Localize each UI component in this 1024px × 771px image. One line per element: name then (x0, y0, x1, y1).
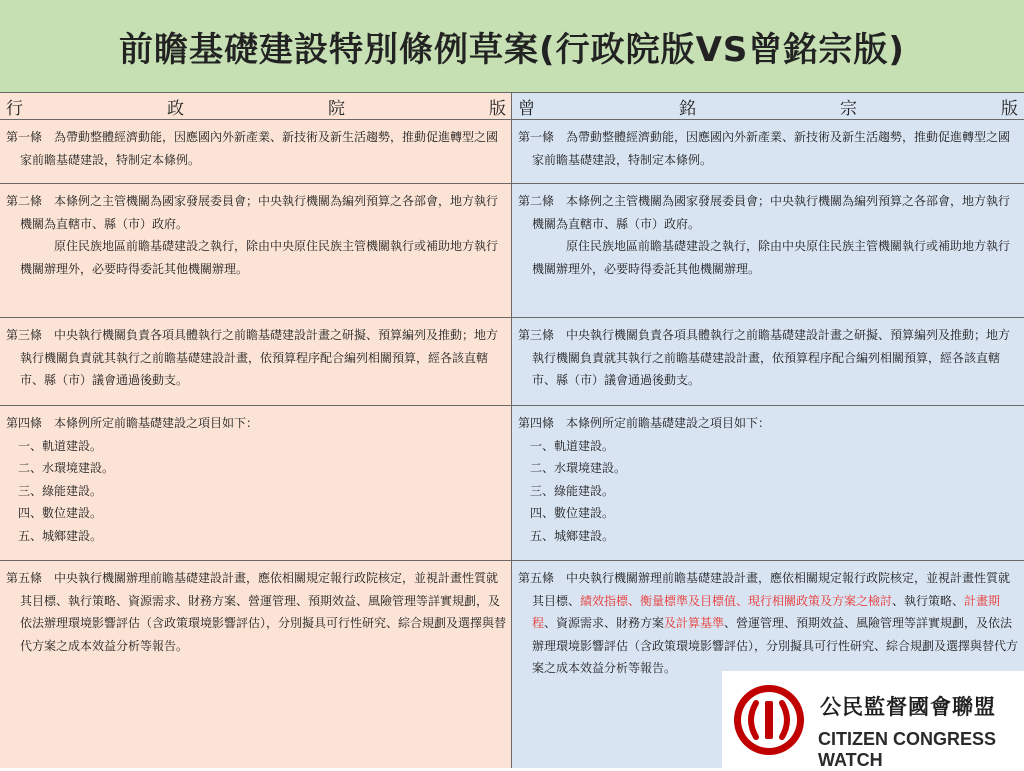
article-text: 第二條 本條例之主管機關為國家發展委員會；中央執行機關為編列預算之各部會，地方執行機關為直轄市、縣（市）政府。 (6, 194, 499, 231)
list-item: 二、水環境建設。 (530, 461, 627, 475)
article-text: 第四條 本條例所定前瞻基礎建設之項目如下： (6, 416, 259, 430)
column-divider (511, 93, 512, 768)
right-column-header (512, 93, 1024, 120)
highlighted-amendment: 計畫期程 (532, 593, 1001, 630)
page-title: 前瞻基礎建設特別條例草案(行政院版VS曾銘宗版) (119, 29, 905, 70)
article-text: 第一條 為帶動整體經濟動能，因應國內外新產業、新技術及新生活趨勢，推動促進轉型之國家前瞻基礎建設，特制定本條例。 (518, 130, 1011, 167)
right-article-3 (512, 318, 1024, 406)
right-article-1 (512, 120, 1024, 184)
right-article-4 (512, 406, 1024, 561)
article-text: 第二條 本條例之主管機關為國家發展委員會；中央執行機關為編列預算之各部會，地方執行機關為直轄市、縣（市）政府。 (518, 194, 1011, 231)
list-item: 一、軌道建設。 (530, 438, 615, 453)
article-segment: 、執行策略、 (892, 593, 965, 608)
article-text: 第三條 中央執行機關負責各項具體執行之前瞻基礎建設計畫之研擬、預算編列及推動；地方執行機關負責就其執行之前瞻基礎建設計畫，依預算程序配合編列相關預算，經各該直轄市、縣（市）議會通過後動支。 (518, 328, 1011, 387)
title-banner (0, 0, 1024, 93)
logo-chinese-name: 公民監督國會聯盟 (820, 695, 996, 719)
ccw-emblem-icon (732, 683, 806, 757)
article-text: 第四條 本條例所定前瞻基礎建設之項目如下： (518, 416, 771, 430)
article-segment: 第五條 中央執行機關辦理前瞻基礎建設計畫，應依相關規定報行政院核定，並視計畫性質就其目標、 (518, 571, 1011, 608)
list-item: 五、城鄉建設。 (530, 528, 615, 543)
article-text (518, 567, 1018, 680)
right-article-2 (512, 184, 1024, 318)
left-header-char: 版 (489, 98, 506, 119)
left-article-3 (0, 318, 512, 406)
article-text: 第三條 中央執行機關負責各項具體執行之前瞻基礎建設計畫之研擬、預算編列及推動；地方執行機關負責就其執行之前瞻基礎建設計畫，依預算程序配合編列相關預算，經各該直轄市、縣（市）議會通過後動支。 (6, 328, 499, 387)
article-segment: 、營運管理、預期效益、風險管理等詳實規劃，及依法辦理環境影響評估（含政策環境影響評估），分別擬具可行性研究、綜合規劃及選擇與替代方案之成本效益分析等報告。 (532, 616, 1019, 675)
highlighted-amendment: 及計算基準 (664, 616, 725, 630)
left-header-char: 行 (6, 98, 23, 119)
right-header-char: 宗 (840, 98, 857, 119)
article-text: 第一條 為帶動整體經濟動能，因應國內外新產業、新技術及新生活趨勢，推動促進轉型之國家前瞻基礎建設，特制定本條例。 (6, 130, 499, 167)
list-item: 五、城鄉建設。 (18, 528, 103, 543)
article-paragraph: 原住民族地區前瞻基礎建設之執行，除由中央原住民族主管機關執行或補助地方執行機關辦理外，必要時得委託其他機關辦理。 (20, 239, 499, 276)
article-paragraph: 原住民族地區前瞻基礎建設之執行，除由中央原住民族主管機關執行或補助地方執行機關辦理外，必要時得委託其他機關辦理。 (532, 239, 1011, 276)
logo-english-name: CITIZEN CONGRESS WATCH (818, 729, 997, 770)
left-article-2 (0, 184, 512, 318)
citizen-congress-watch-logo (722, 671, 1024, 768)
tseng-ming-chung-column (512, 93, 1024, 768)
left-article-5 (0, 561, 512, 768)
article-text: 第五條 中央執行機關辦理前瞻基礎建設計畫，應依相關規定報行政院核定，並視計畫性質就其目標、執行策略、資源需求、財務方案、營運管理、預期效益、風險管理等詳實規劃，及依法辦理環境影響評估（含政策環境影響評估），分別擬具可行性研究、綜合規劃及選擇與替代方案之成本效益分析等報告。 (6, 571, 507, 653)
list-item: 一、軌道建設。 (18, 438, 103, 453)
left-column-header (0, 93, 512, 120)
list-item: 四、數位建設。 (18, 506, 103, 520)
right-header-char: 曾 (518, 98, 535, 119)
list-item: 三、綠能建設。 (18, 483, 103, 498)
right-header-char: 版 (1001, 98, 1018, 119)
list-item: 三、綠能建設。 (530, 483, 615, 498)
right-header-char: 銘 (679, 98, 696, 119)
executive-yuan-column (0, 93, 512, 768)
list-item: 二、水環境建設。 (18, 461, 115, 475)
highlighted-amendment: 績效指標、衡量標準及目標值、現行相關政策及方案之檢討 (580, 593, 893, 608)
list-item: 四、數位建設。 (530, 506, 615, 520)
left-header-char: 政 (167, 98, 184, 119)
article-segment: 、資源需求、財務方案 (544, 616, 665, 630)
left-article-1 (0, 120, 512, 184)
left-header-char: 院 (328, 98, 345, 119)
left-article-4 (0, 406, 512, 561)
